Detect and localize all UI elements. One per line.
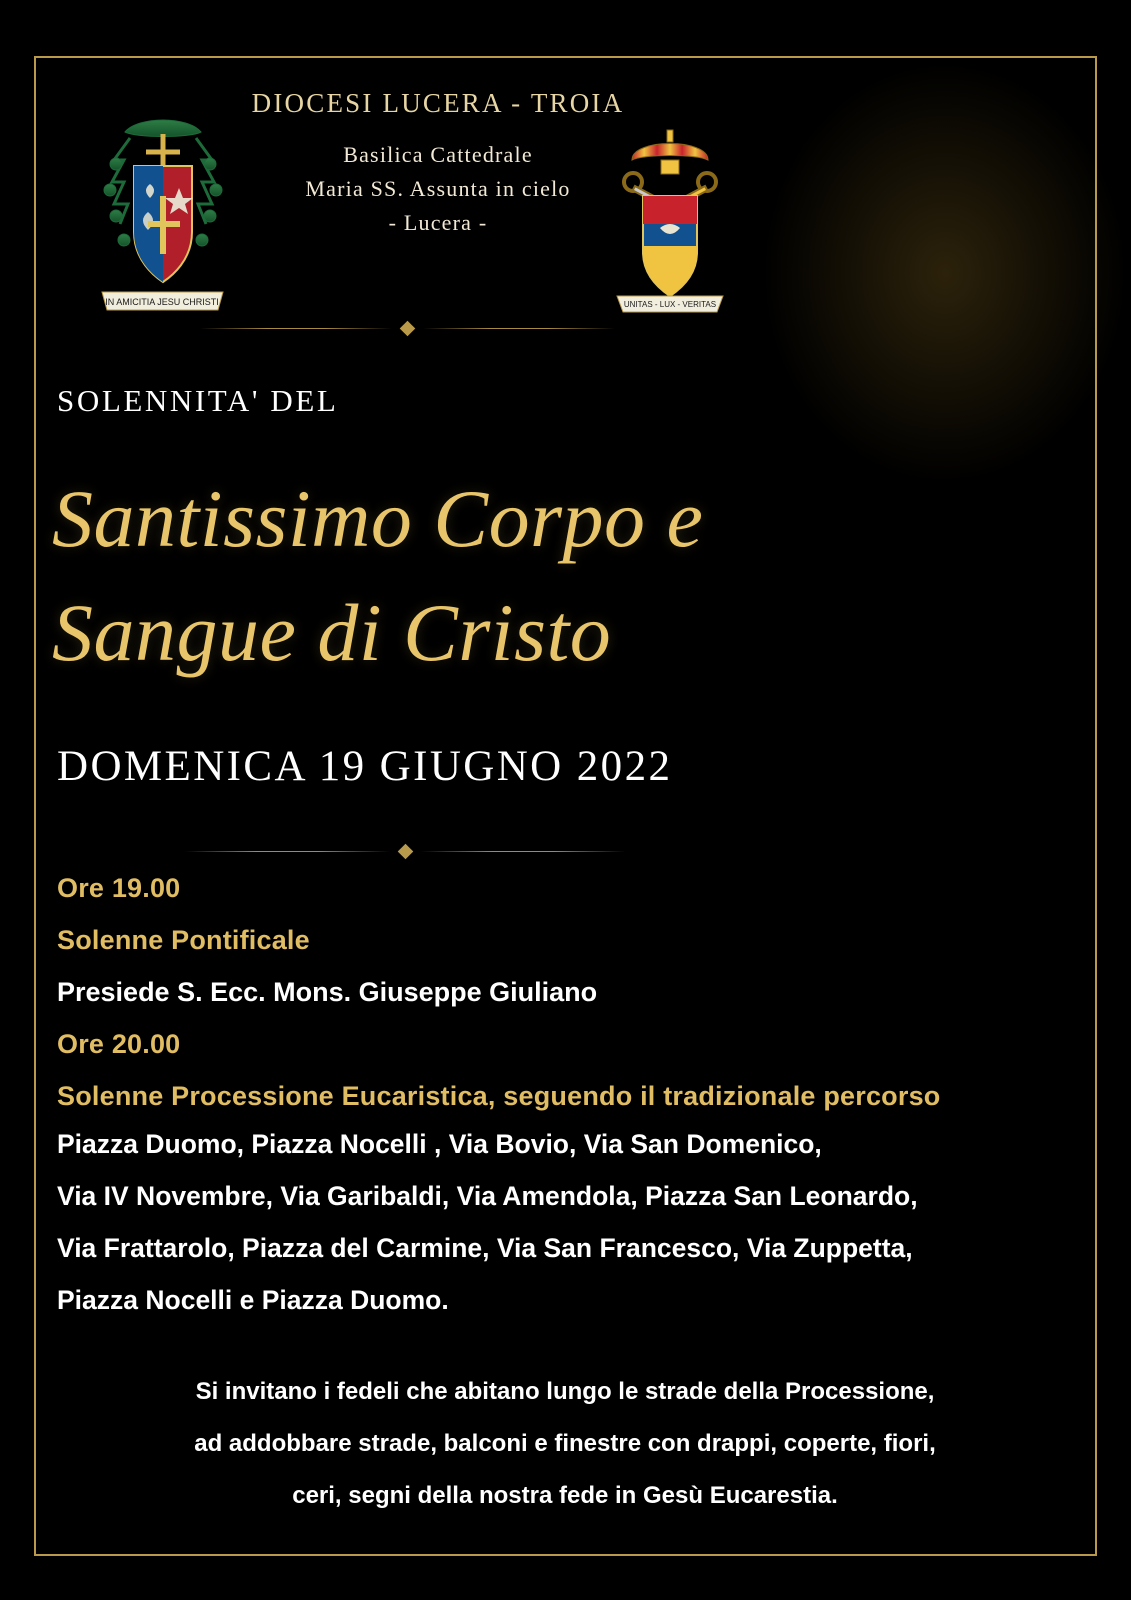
basilica-line-3: - Lucera -	[388, 210, 488, 235]
divider-middle	[185, 845, 625, 857]
divider-line-right	[423, 328, 615, 329]
divider-diamond-icon	[400, 320, 416, 336]
route-line-1: Piazza Duomo, Piazza Nocelli , Via Bovio, Via San Domenico,	[57, 1129, 822, 1159]
header	[60, 66, 760, 309]
basilica-line-2: Maria SS. Assunta in cielo	[305, 176, 571, 201]
page-title	[52, 462, 812, 690]
divider-top	[200, 322, 615, 334]
basilica-line-1: Basilica Cattedrale	[343, 142, 533, 167]
divider-line-left	[200, 328, 392, 329]
page-title-line-2: Sangue di Cristo	[52, 587, 612, 678]
basilica-subtitle	[218, 138, 658, 240]
divider-diamond-icon	[397, 843, 413, 859]
divider-line-left	[185, 851, 390, 852]
page-title-line-1: Santissimo Corpo e	[52, 473, 704, 564]
route-line-4: Piazza Nocelli e Piazza Duomo.	[57, 1285, 449, 1315]
program-item-time-1: Ore 19.00	[57, 873, 181, 903]
route-line-3: Via Frattarolo, Piazza del Carmine, Via San Francesco, Via Zuppetta,	[57, 1233, 913, 1263]
procession-route	[57, 1118, 1077, 1326]
program-item-celebrant: Presiede S. Ecc. Mons. Giuseppe Giuliano	[57, 977, 598, 1007]
program-item-title-1: Solenne Pontificale	[57, 925, 310, 955]
invitation-note	[60, 1366, 1070, 1522]
diocese-title: DIOCESI LUCERA - TROIA	[251, 88, 625, 118]
program-list	[57, 862, 1067, 1122]
event-date: DOMENICA 19 GIUGNO 2022	[57, 743, 673, 790]
bishop-motto-text: IN AMICITIA JESU CHRISTI	[105, 297, 219, 307]
invitation-line-1: Si invitano i fedeli che abitano lungo le strade della Processione,	[195, 1378, 935, 1405]
program-item-title-2: Solenne Processione Eucaristica, seguendo il tradizionale percorso	[57, 1081, 941, 1111]
page-kicker: SOLENNITA' DEL	[57, 383, 339, 418]
invitation-line-3: ceri, segni della nostra fede in Gesù Eucarestia.	[292, 1482, 838, 1509]
divider-line-right	[421, 851, 626, 852]
invitation-line-2: ad addobbare strade, balconi e finestre con drappi, coperte, fiori,	[194, 1430, 936, 1457]
program-item-time-2: Ore 20.00	[57, 1029, 181, 1059]
route-line-2: Via IV Novembre, Via Garibaldi, Via Amendola, Piazza San Leonardo,	[57, 1181, 918, 1211]
vatican-motto-text: UNITAS - LUX - VERITAS	[623, 300, 717, 309]
